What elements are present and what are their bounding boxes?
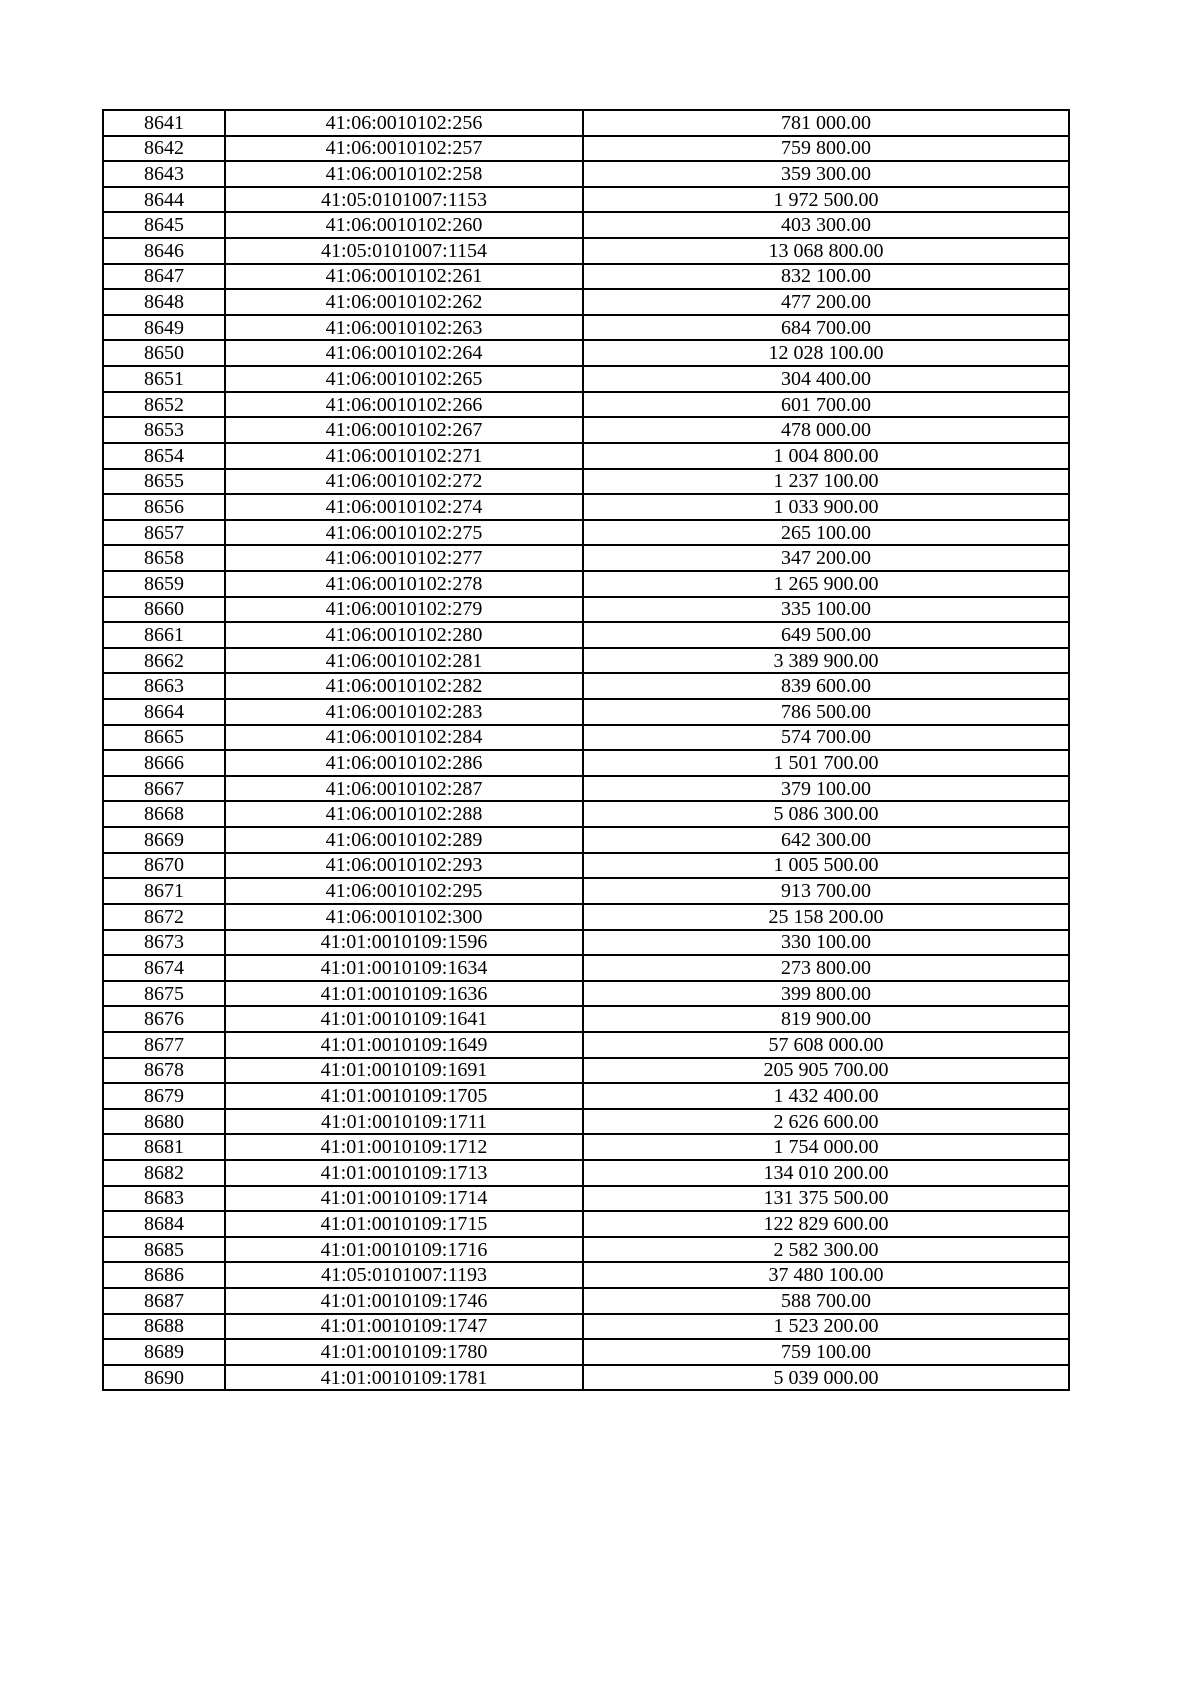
cadastral-value-cell: 649 500.00	[583, 622, 1069, 648]
table-row	[103, 597, 1069, 623]
cadastral-number-cell: 41:06:0010102:280	[225, 622, 583, 648]
table-row	[103, 187, 1069, 213]
cadastral-number-cell: 41:06:0010102:295	[225, 878, 583, 904]
row-number-cell: 8664	[103, 699, 225, 725]
cadastral-value-cell: 57 608 000.00	[583, 1032, 1069, 1058]
row-number-cell: 8669	[103, 827, 225, 853]
table-row	[103, 289, 1069, 315]
row-number-cell: 8654	[103, 443, 225, 469]
cadastral-value-cell: 399 800.00	[583, 981, 1069, 1007]
cadastral-number-cell: 41:06:0010102:300	[225, 904, 583, 930]
table-row	[103, 1109, 1069, 1135]
cadastral-number-cell: 41:01:0010109:1711	[225, 1109, 583, 1135]
table-row	[103, 955, 1069, 981]
cadastral-value-cell: 1 033 900.00	[583, 494, 1069, 520]
cadastral-value-cell: 832 100.00	[583, 264, 1069, 290]
cadastral-value-cell: 478 000.00	[583, 417, 1069, 443]
row-number-cell: 8667	[103, 776, 225, 802]
table-row	[103, 443, 1069, 469]
cadastral-value-cell: 25 158 200.00	[583, 904, 1069, 930]
table-row	[103, 315, 1069, 341]
table-row	[103, 1186, 1069, 1212]
table-row	[103, 1058, 1069, 1084]
table-row	[103, 801, 1069, 827]
table-row	[103, 469, 1069, 495]
cadastral-value-cell: 642 300.00	[583, 827, 1069, 853]
table-body	[103, 110, 1069, 1390]
cadastral-number-cell: 41:06:0010102:289	[225, 827, 583, 853]
cadastral-value-cell: 1 523 200.00	[583, 1314, 1069, 1340]
cadastral-value-cell: 781 000.00	[583, 110, 1069, 136]
row-number-cell: 8684	[103, 1211, 225, 1237]
table-row	[103, 699, 1069, 725]
row-number-cell: 8666	[103, 750, 225, 776]
table-row	[103, 750, 1069, 776]
row-number-cell: 8679	[103, 1083, 225, 1109]
cadastral-number-cell: 41:01:0010109:1641	[225, 1006, 583, 1032]
table-row	[103, 417, 1069, 443]
cadastral-value-cell: 1 005 500.00	[583, 853, 1069, 879]
cadastral-value-cell: 1 972 500.00	[583, 187, 1069, 213]
cadastral-number-cell: 41:01:0010109:1746	[225, 1288, 583, 1314]
row-number-cell: 8690	[103, 1365, 225, 1391]
cadastral-number-cell: 41:06:0010102:275	[225, 520, 583, 546]
table-row	[103, 673, 1069, 699]
row-number-cell: 8661	[103, 622, 225, 648]
cadastral-value-cell: 335 100.00	[583, 597, 1069, 623]
table-row	[103, 264, 1069, 290]
table-row	[103, 545, 1069, 571]
table-row	[103, 776, 1069, 802]
row-number-cell: 8687	[103, 1288, 225, 1314]
row-number-cell: 8644	[103, 187, 225, 213]
cadastral-value-cell: 379 100.00	[583, 776, 1069, 802]
row-number-cell: 8641	[103, 110, 225, 136]
cadastral-value-cell: 13 068 800.00	[583, 238, 1069, 264]
cadastral-number-cell: 41:01:0010109:1712	[225, 1134, 583, 1160]
row-number-cell: 8672	[103, 904, 225, 930]
cadastral-value-cell: 131 375 500.00	[583, 1186, 1069, 1212]
cadastral-number-cell: 41:06:0010102:274	[225, 494, 583, 520]
cadastral-value-cell: 913 700.00	[583, 878, 1069, 904]
cadastral-number-cell: 41:01:0010109:1649	[225, 1032, 583, 1058]
cadastral-value-cell: 359 300.00	[583, 161, 1069, 187]
table-row	[103, 1006, 1069, 1032]
cadastral-number-cell: 41:06:0010102:278	[225, 571, 583, 597]
table-row	[103, 648, 1069, 674]
cadastral-value-table	[102, 109, 1070, 1391]
table-row	[103, 1237, 1069, 1263]
cadastral-number-cell: 41:01:0010109:1691	[225, 1058, 583, 1084]
cadastral-value-cell: 12 028 100.00	[583, 340, 1069, 366]
cadastral-value-cell: 5 039 000.00	[583, 1365, 1069, 1391]
cadastral-value-cell: 273 800.00	[583, 955, 1069, 981]
cadastral-value-cell: 588 700.00	[583, 1288, 1069, 1314]
cadastral-number-cell: 41:06:0010102:260	[225, 212, 583, 238]
cadastral-number-cell: 41:01:0010109:1747	[225, 1314, 583, 1340]
row-number-cell: 8663	[103, 673, 225, 699]
cadastral-value-cell: 759 100.00	[583, 1339, 1069, 1365]
row-number-cell: 8686	[103, 1262, 225, 1288]
row-number-cell: 8662	[103, 648, 225, 674]
row-number-cell: 8655	[103, 469, 225, 495]
table-row	[103, 1288, 1069, 1314]
cadastral-number-cell: 41:06:0010102:265	[225, 366, 583, 392]
cadastral-number-cell: 41:06:0010102:293	[225, 853, 583, 879]
cadastral-number-cell: 41:01:0010109:1716	[225, 1237, 583, 1263]
cadastral-number-cell: 41:06:0010102:256	[225, 110, 583, 136]
cadastral-value-cell: 477 200.00	[583, 289, 1069, 315]
row-number-cell: 8649	[103, 315, 225, 341]
table-row	[103, 1314, 1069, 1340]
cadastral-number-cell: 41:06:0010102:263	[225, 315, 583, 341]
row-number-cell: 8659	[103, 571, 225, 597]
row-number-cell: 8657	[103, 520, 225, 546]
table-row	[103, 725, 1069, 751]
row-number-cell: 8674	[103, 955, 225, 981]
cadastral-number-cell: 41:06:0010102:261	[225, 264, 583, 290]
cadastral-value-cell: 134 010 200.00	[583, 1160, 1069, 1186]
cadastral-number-cell: 41:01:0010109:1713	[225, 1160, 583, 1186]
row-number-cell: 8651	[103, 366, 225, 392]
row-number-cell: 8646	[103, 238, 225, 264]
row-number-cell: 8658	[103, 545, 225, 571]
table-row	[103, 1083, 1069, 1109]
cadastral-number-cell: 41:06:0010102:277	[225, 545, 583, 571]
cadastral-value-cell: 1 501 700.00	[583, 750, 1069, 776]
row-number-cell: 8688	[103, 1314, 225, 1340]
row-number-cell: 8642	[103, 136, 225, 162]
table-row	[103, 904, 1069, 930]
cadastral-number-cell: 41:01:0010109:1636	[225, 981, 583, 1007]
table-row	[103, 340, 1069, 366]
cadastral-number-cell: 41:06:0010102:279	[225, 597, 583, 623]
cadastral-value-cell: 5 086 300.00	[583, 801, 1069, 827]
cadastral-value-cell: 3 389 900.00	[583, 648, 1069, 674]
cadastral-number-cell: 41:06:0010102:257	[225, 136, 583, 162]
row-number-cell: 8681	[103, 1134, 225, 1160]
cadastral-number-cell: 41:01:0010109:1705	[225, 1083, 583, 1109]
row-number-cell: 8648	[103, 289, 225, 315]
table-row	[103, 1134, 1069, 1160]
cadastral-number-cell: 41:05:0101007:1193	[225, 1262, 583, 1288]
table-row	[103, 571, 1069, 597]
cadastral-value-cell: 122 829 600.00	[583, 1211, 1069, 1237]
row-number-cell: 8647	[103, 264, 225, 290]
cadastral-number-cell: 41:06:0010102:286	[225, 750, 583, 776]
table-row	[103, 1032, 1069, 1058]
cadastral-value-cell: 2 626 600.00	[583, 1109, 1069, 1135]
cadastral-number-cell: 41:06:0010102:272	[225, 469, 583, 495]
table-row	[103, 366, 1069, 392]
cadastral-number-cell: 41:01:0010109:1596	[225, 930, 583, 956]
cadastral-value-cell: 1 004 800.00	[583, 443, 1069, 469]
cadastral-value-cell: 1 237 100.00	[583, 469, 1069, 495]
row-number-cell: 8656	[103, 494, 225, 520]
table-row	[103, 1365, 1069, 1391]
cadastral-number-cell: 41:06:0010102:288	[225, 801, 583, 827]
cadastral-value-cell: 819 900.00	[583, 1006, 1069, 1032]
table-row	[103, 1160, 1069, 1186]
row-number-cell: 8650	[103, 340, 225, 366]
table-row	[103, 1211, 1069, 1237]
cadastral-number-cell: 41:05:0101007:1154	[225, 238, 583, 264]
row-number-cell: 8643	[103, 161, 225, 187]
cadastral-number-cell: 41:06:0010102:282	[225, 673, 583, 699]
cadastral-number-cell: 41:01:0010109:1714	[225, 1186, 583, 1212]
table-row	[103, 494, 1069, 520]
table-row	[103, 930, 1069, 956]
table-row	[103, 981, 1069, 1007]
cadastral-number-cell: 41:06:0010102:284	[225, 725, 583, 751]
table-row	[103, 110, 1069, 136]
row-number-cell: 8665	[103, 725, 225, 751]
cadastral-number-cell: 41:01:0010109:1781	[225, 1365, 583, 1391]
table-row	[103, 1339, 1069, 1365]
row-number-cell: 8682	[103, 1160, 225, 1186]
row-number-cell: 8653	[103, 417, 225, 443]
row-number-cell: 8645	[103, 212, 225, 238]
row-number-cell: 8671	[103, 878, 225, 904]
table-row	[103, 392, 1069, 418]
table-row	[103, 161, 1069, 187]
cadastral-value-cell: 759 800.00	[583, 136, 1069, 162]
cadastral-value-cell: 1 432 400.00	[583, 1083, 1069, 1109]
row-number-cell: 8677	[103, 1032, 225, 1058]
cadastral-value-cell: 265 100.00	[583, 520, 1069, 546]
table-row	[103, 827, 1069, 853]
row-number-cell: 8673	[103, 930, 225, 956]
table-row	[103, 136, 1069, 162]
cadastral-value-cell: 330 100.00	[583, 930, 1069, 956]
row-number-cell: 8680	[103, 1109, 225, 1135]
cadastral-value-cell: 1 265 900.00	[583, 571, 1069, 597]
cadastral-value-cell: 205 905 700.00	[583, 1058, 1069, 1084]
cadastral-value-cell: 684 700.00	[583, 315, 1069, 341]
table-row	[103, 853, 1069, 879]
table-row	[103, 520, 1069, 546]
cadastral-value-cell: 347 200.00	[583, 545, 1069, 571]
cadastral-number-cell: 41:06:0010102:271	[225, 443, 583, 469]
row-number-cell: 8676	[103, 1006, 225, 1032]
cadastral-value-cell: 2 582 300.00	[583, 1237, 1069, 1263]
row-number-cell: 8675	[103, 981, 225, 1007]
cadastral-number-cell: 41:01:0010109:1634	[225, 955, 583, 981]
cadastral-value-cell: 574 700.00	[583, 725, 1069, 751]
cadastral-number-cell: 41:06:0010102:266	[225, 392, 583, 418]
cadastral-number-cell: 41:06:0010102:258	[225, 161, 583, 187]
row-number-cell: 8683	[103, 1186, 225, 1212]
cadastral-value-cell: 304 400.00	[583, 366, 1069, 392]
table-row	[103, 878, 1069, 904]
cadastral-value-cell: 403 300.00	[583, 212, 1069, 238]
row-number-cell: 8685	[103, 1237, 225, 1263]
cadastral-number-cell: 41:06:0010102:264	[225, 340, 583, 366]
cadastral-number-cell: 41:01:0010109:1780	[225, 1339, 583, 1365]
cadastral-number-cell: 41:05:0101007:1153	[225, 187, 583, 213]
table-row	[103, 212, 1069, 238]
cadastral-number-cell: 41:06:0010102:287	[225, 776, 583, 802]
cadastral-number-cell: 41:06:0010102:267	[225, 417, 583, 443]
cadastral-number-cell: 41:01:0010109:1715	[225, 1211, 583, 1237]
table-row	[103, 622, 1069, 648]
cadastral-value-cell: 1 754 000.00	[583, 1134, 1069, 1160]
row-number-cell: 8678	[103, 1058, 225, 1084]
cadastral-number-cell: 41:06:0010102:281	[225, 648, 583, 674]
cadastral-value-cell: 37 480 100.00	[583, 1262, 1069, 1288]
row-number-cell: 8670	[103, 853, 225, 879]
cadastral-value-cell: 839 600.00	[583, 673, 1069, 699]
cadastral-value-cell: 786 500.00	[583, 699, 1069, 725]
row-number-cell: 8652	[103, 392, 225, 418]
row-number-cell: 8689	[103, 1339, 225, 1365]
cadastral-value-cell: 601 700.00	[583, 392, 1069, 418]
cadastral-number-cell: 41:06:0010102:262	[225, 289, 583, 315]
row-number-cell: 8668	[103, 801, 225, 827]
table-row	[103, 238, 1069, 264]
table-row	[103, 1262, 1069, 1288]
row-number-cell: 8660	[103, 597, 225, 623]
cadastral-number-cell: 41:06:0010102:283	[225, 699, 583, 725]
